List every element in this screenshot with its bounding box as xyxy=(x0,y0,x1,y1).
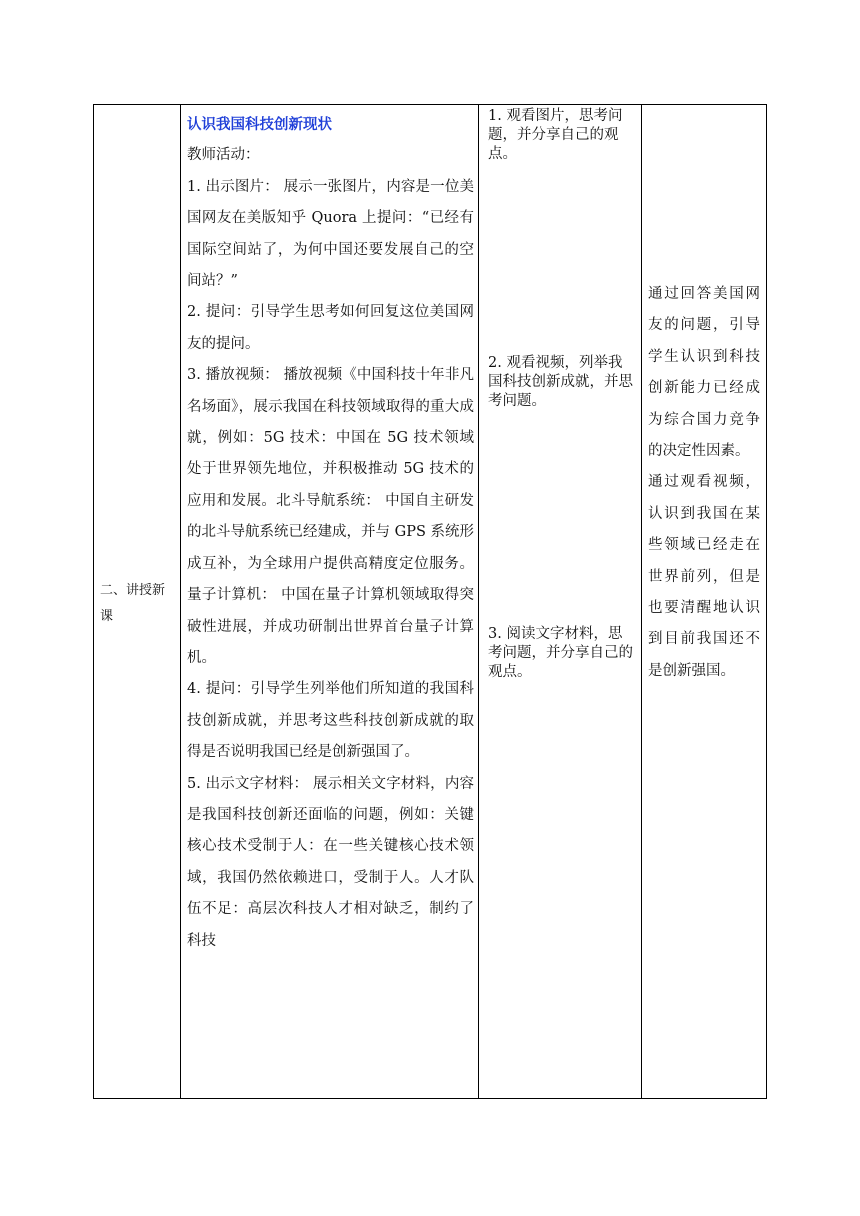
column-divider xyxy=(641,105,642,1098)
lesson-plan-table xyxy=(93,104,767,1099)
teacher-paragraph: 3. 播放视频： 播放视频《中国科技十年非凡名场面》，展示我国在科技领域取得的重大成就，例如：5G 技术：中国在 5G 技术领域处于世界领先地位，并积极推动 5G 技术的应用和发展。北斗导航系统： 中国自主研发的北斗导航系统已经建成，并与 GPS 系统形成互补，为全球用户提供高精度定位服务。量子计算机： 中国在量子计算机领域取得突破性进展，并成功研制出世界首台量子计算机。 xyxy=(187,367,474,666)
teacher-paragraph: 教师活动： xyxy=(187,147,260,164)
student-activity: 3. 阅读文字材料，思考问题，并分享自己的观点。 xyxy=(488,626,633,680)
teacher-paragraph: 2. 提问：引导学生思考如何回复这位美国网友的提问。 xyxy=(187,304,474,352)
teacher-paragraph: 1. 出示图片： 展示一张图片，内容是一位美国网友在美版知乎 Quora 上提问：“已经有国际空间站了，为何中国还要发展自己的空间站？” xyxy=(187,178,474,290)
teacher-paragraph: 4. 提问：引导学生列举他们所知道的我国科技创新成就，并思考这些科技创新成就的取得是否说明我国已经是创新强国了。 xyxy=(187,681,474,761)
column-divider xyxy=(478,105,479,1098)
intent-paragraph: 通过回答美国网友的问题，引导学生认识到科技创新能力已经成为综合国力竞争的决定性因素。 xyxy=(648,286,760,460)
intent-paragraph: 通过观看视频，认识到我国在某些领域已经走在世界前列，但是也要清醒地认识到目前我国还不是创新强国。 xyxy=(648,474,760,679)
column-divider xyxy=(180,105,181,1098)
teacher-activity-cell xyxy=(187,109,474,957)
student-activity: 1. 观看图片，思考问题，并分享自己的观点。 xyxy=(488,108,623,162)
teacher-paragraph: 5. 出示文字材料： 展示相关文字材料，内容是我国科技创新还面临的问题，例如：关键核心技术受制于人：在一些关键核心技术领域，我国仍然依赖进口，受制于人。人才队伍不足：高层次科技人才相对缺乏，制约了科技 xyxy=(187,775,474,949)
student-activity: 2. 观看视频，列举我国科技创新成就，并思考问题。 xyxy=(488,355,633,409)
design-intent-cell xyxy=(648,279,760,687)
stage-label: 二、讲授新课 xyxy=(100,583,166,624)
section-title: 认识我国科技创新现状 xyxy=(187,116,332,133)
